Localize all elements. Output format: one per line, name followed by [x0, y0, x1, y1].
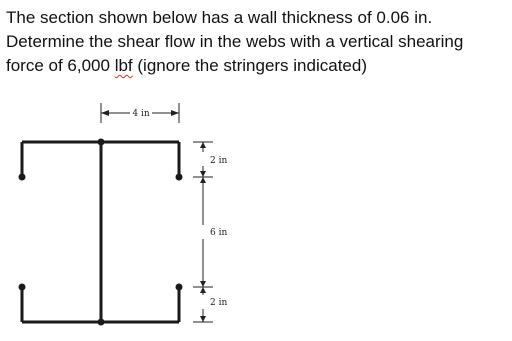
problem-line-3 [6, 54, 506, 78]
section-diagram [0, 90, 250, 335]
problem-line-3-start: force of 6,000 [6, 56, 115, 75]
problem-line-1: The section shown below has a wall thickness of 0.06 in. [6, 8, 433, 27]
top-dim-label: 4 in [132, 109, 150, 119]
problem-statement [6, 6, 506, 78]
problem-line-3-end: (ignore the stringers indicated) [132, 56, 367, 75]
stringer-bottom-left [19, 284, 26, 291]
stringer-top-left [19, 174, 26, 181]
stringer-top-right [176, 174, 183, 181]
vdim-top-label: 2 in [210, 156, 228, 166]
vdim-bottom-label: 2 in [210, 298, 228, 308]
section-figure [0, 90, 250, 335]
stringer-bottom-right [176, 284, 183, 291]
vdim-middle-label: 6 in [210, 228, 228, 238]
stringer-top-center [98, 139, 105, 146]
problem-line-2: Determine the shear flow in the webs with a vertical shearing [6, 32, 464, 51]
force-unit: lbf [114, 56, 133, 75]
stringer-bottom-center [98, 319, 105, 326]
